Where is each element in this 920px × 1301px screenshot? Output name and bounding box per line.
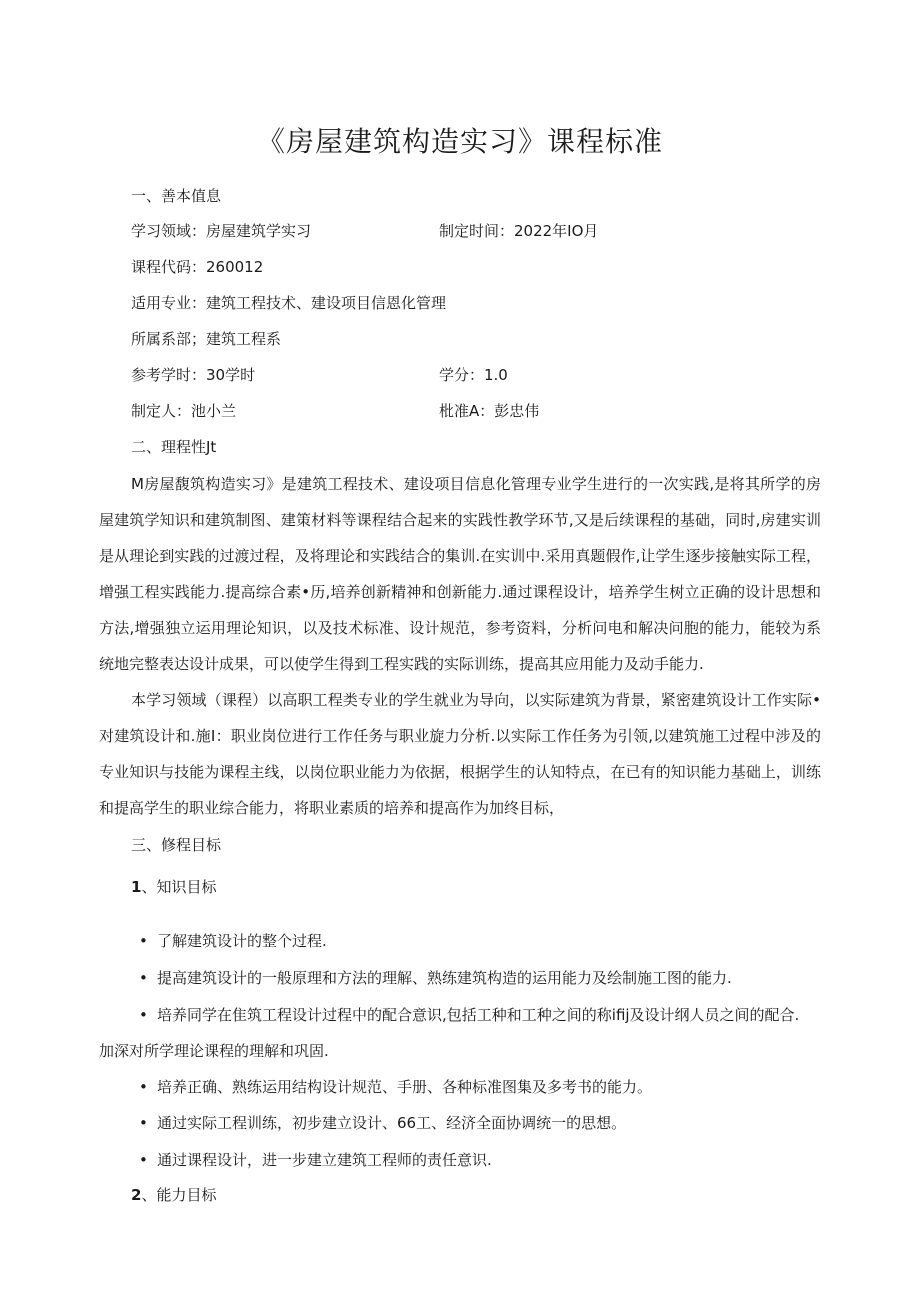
list-item-text: 通过课程设计，进一步建立建筑工程师的责任意识. (157, 1151, 492, 1169)
info-major: 适用专业：建筑工程技术、建设项目信恩化管理 (131, 294, 447, 312)
list-item (139, 1076, 652, 1098)
list-item (139, 1112, 626, 1134)
subheading-number: 2 (131, 1186, 142, 1204)
list-item (139, 1004, 799, 1026)
info-approver: 枇准A：彭忠伟 (439, 402, 540, 420)
subheading-ability-goals (131, 1184, 216, 1206)
section-heading-basic-info: 一、善本值息 (131, 187, 222, 205)
subheading-knowledge-goals (131, 876, 216, 898)
paragraph-course-nature-2: 本学习领域（课程）以高职工程类专业的学生就业为导向，以实际建筑为背景，紧密建筑设计工作实际•对建筑设计和.施I：职业岗位进行工作任务与职业旋力分析.以实际工作任务为引领,以建筑施工过程中涉及的专业知识与技能为课程主线，以岗位职业能力为依据，根据学生的认知特点，在已有的知识能力基础上，训练和提高学生的职业综合能力，将职业素质的培养和提高作为加终目标， (99, 691, 821, 817)
info-field: 学习领域：房屋建筑学实习 (131, 222, 312, 240)
section-heading-course-goals: 三、修程目标 (131, 836, 222, 854)
list-item-text: 提高建筑设计的一般原理和方法的理解、熟练建筑构造的运用能力及绘制施工图的能力. (157, 969, 732, 987)
list-item-continuation: 加深对所学理论课程的理解和巩固. (99, 1042, 329, 1060)
info-code: 课程代码：260012 (131, 258, 264, 276)
section-heading-course-nature: 二、理程性Jt (131, 438, 217, 456)
bullet-icon: • (139, 1006, 148, 1024)
list-item-text: 了解建筑设计的整个过程. (157, 932, 327, 950)
bullet-icon: • (139, 969, 148, 987)
subheading-label: 、能力目标 (141, 1186, 217, 1204)
list-item-text: 培养同学在隹筑工程设计过程中的配合意识,包括工种和工种之间的称ifij及设计纲人员之间的配合. (157, 1006, 800, 1024)
info-date: 制定时间：2022年IO月 (439, 222, 599, 240)
list-item-text: 通过实际工程训练，初步建立设计、66工、经济全面协调统一的思想。 (157, 1114, 627, 1132)
bullet-icon: • (139, 1078, 148, 1096)
list-item-text: 培养正确、熟练运用结构设计规范、手册、各种标准图集及多考书的能力。 (157, 1078, 653, 1096)
info-credit: 学分：1.0 (439, 366, 508, 384)
info-dept: 所属系部；建筑工程系 (131, 330, 282, 348)
bullet-icon: • (139, 1114, 148, 1132)
list-item (139, 1149, 492, 1171)
bullet-icon: • (139, 1151, 148, 1169)
list-item (139, 967, 732, 989)
list-item (139, 930, 327, 952)
info-author: 制定人：池小兰 (131, 402, 237, 420)
bullet-icon: • (139, 932, 148, 950)
subheading-label: 、知识目标 (141, 878, 217, 896)
page-title: 《房屋建筑构造实习》课程标准 (256, 125, 663, 158)
info-hours: 参考学时：30学时 (131, 366, 256, 384)
paragraph-course-nature-1: M房屋馥筑构造实习》是建筑工程技术、建设项目信息化管理专业学生进行的一次实践,是将其所学的房屋建筑学知识和建筑制图、建策材料等课程结合起来的实践性教学环节,又是后续课程的基础，同时,房建实训是从理论到实践的过渡过程，及将理论和实践结合的集训.在实训中.采用真题假作,让学生逐步接触实际工程，增强工程实践能力.提高综合素•历,培养创新精神和创新能力.通过课程设计，培养学生树立正确的设计思想和方法,增强独立运用理论知识，以及技术标准、设计规范，参考资料，分析问电和解决问胞的能力，能较为系统地完整表达设计成果，可以使学生得到工程实践的实际训练，提高其应用能力及动手能力. (99, 475, 821, 673)
subheading-number: 1 (131, 878, 142, 896)
